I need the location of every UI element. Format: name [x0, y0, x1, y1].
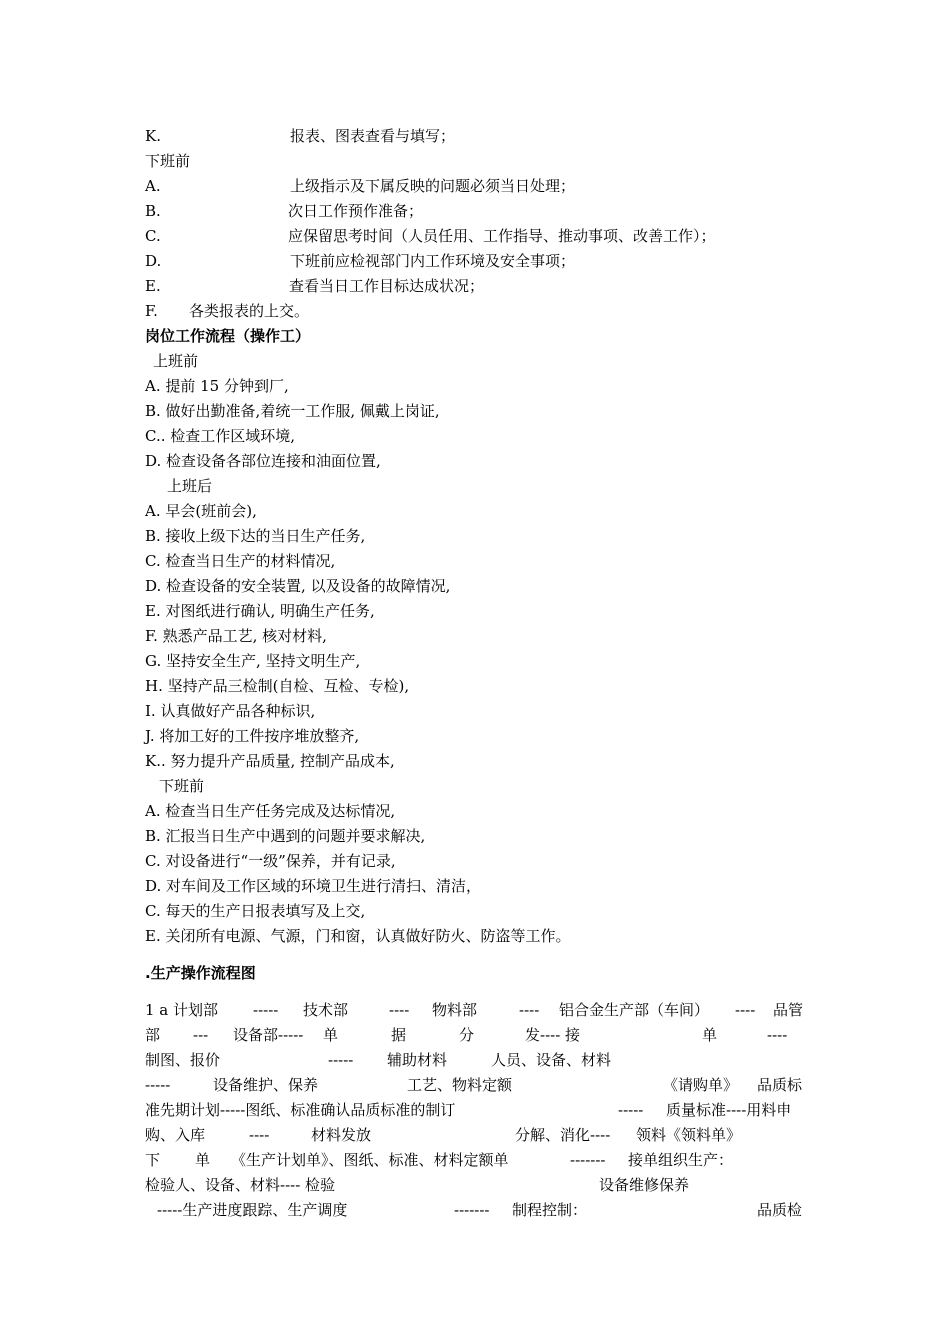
manager-item-c: C. 应保留思考时间（人员任用、工作指导、推动事项、改善工作）； — [145, 227, 716, 245]
flow-line-2: 部 --- 设备部----- 单 据 分 发---- 接 单 ---- — [145, 1026, 788, 1044]
list-item: E. 对图纸进行确认, 明确生产任务, — [145, 602, 375, 620]
list-item: G. 坚持安全生产, 坚持文明生产, — [145, 652, 361, 670]
item-label: K. — [145, 127, 161, 145]
flow-line-6: 购、入库 ---- 材料发放 分解、消化---- 领料《领料单》 — [145, 1126, 742, 1144]
list-item: C. 每天的生产日报表填写及上交, — [145, 902, 366, 920]
list-item: H. 坚持产品三检制(自检、互检、专检), — [145, 677, 410, 695]
flow-line-8: 检验人、设备、材料---- 检验 设备维修保养 — [145, 1176, 690, 1194]
list-item: C. 检查当日生产的材料情况, — [145, 552, 336, 570]
manager-item-d: D. 下班前应检视部门内工作环境及安全事项； — [145, 252, 576, 270]
list-item: D. 检查设备的安全装置, 以及设备的故障情况, — [145, 577, 451, 595]
flow-line-1: 1 a 计划部 ----- 技术部 ---- 物料部 ---- 铝合金生产部（车间） ---- 品管 — [145, 1001, 804, 1019]
document-page — [145, 124, 810, 1223]
flow-line-9: -----生产进度跟踪、生产调度 ------- 制程控制： 品质检 — [157, 1201, 803, 1219]
list-item: J. 将加工好的工件按序堆放整齐, — [145, 727, 360, 745]
manager-item-f: F. 各类报表的上交。 — [145, 302, 310, 320]
list-item: A. 早会(班前会), — [145, 502, 257, 520]
manager-item-k — [145, 124, 810, 149]
flow-line-3: 制图、报价 ----- 辅助材料 人员、设备、材料 — [145, 1051, 612, 1069]
list-item: C. 对设备进行“一级”保养，并有记录, — [145, 852, 396, 870]
section-heading-off-work: 下班前 — [145, 152, 191, 170]
list-item: A. 提前 15 分钟到厂, — [145, 377, 289, 395]
flow-line-5: 准先期计划-----图纸、标准确认品质标准的制订 ----- 质量标准----用料申 — [145, 1101, 792, 1119]
off-work-heading: 下班前 — [159, 777, 205, 795]
list-item: B. 汇报当日生产中遇到的问题并要求解决, — [145, 827, 426, 845]
manager-item-b: B. 次日工作预作准备； — [145, 202, 424, 220]
list-item: I. 认真做好产品各种标识, — [145, 702, 316, 720]
operator-section-title: 岗位工作流程（操作工） — [145, 327, 311, 345]
item-text: 报表、图表查看与填写； — [290, 127, 456, 145]
list-item: E. 关闭所有电源、气源，门和窗，认真做好防火、防盗等工作。 — [145, 927, 571, 945]
before-work-heading: 上班前 — [153, 352, 199, 370]
list-item: K.. 努力提升产品质量, 控制产品成本, — [145, 752, 395, 770]
flow-chart-title: .生产操作流程图 — [145, 964, 256, 982]
list-item: D. 对车间及工作区域的环境卫生进行清扫、清洁， — [145, 877, 482, 895]
manager-item-a: A. 上级指示及下属反映的问题必须当日处理； — [145, 177, 576, 195]
list-item: B. 做好出勤准备,着统一工作服, 佩戴上岗证, — [145, 402, 440, 420]
list-item: B. 接收上级下达的当日生产任务, — [145, 527, 366, 545]
flow-line-7: 下 单 《生产计划单》、图纸、标准、材料定额单 ------- 接单组织生产： — [145, 1151, 734, 1169]
list-item: A. 检查当日生产任务完成及达标情况, — [145, 802, 396, 820]
manager-item-e: E. 查看当日工作目标达成状况； — [145, 277, 485, 295]
flow-line-4: ----- 设备维护、保养 工艺、物料定额 《请购单》 品质标 — [145, 1076, 803, 1094]
after-work-heading: 上班后 — [167, 477, 213, 495]
list-item: F. 熟悉产品工艺, 核对材料, — [145, 627, 327, 645]
list-item: D. 检查设备各部位连接和油面位置, — [145, 452, 381, 470]
list-item: C.. 检查工作区域环境, — [145, 427, 296, 445]
